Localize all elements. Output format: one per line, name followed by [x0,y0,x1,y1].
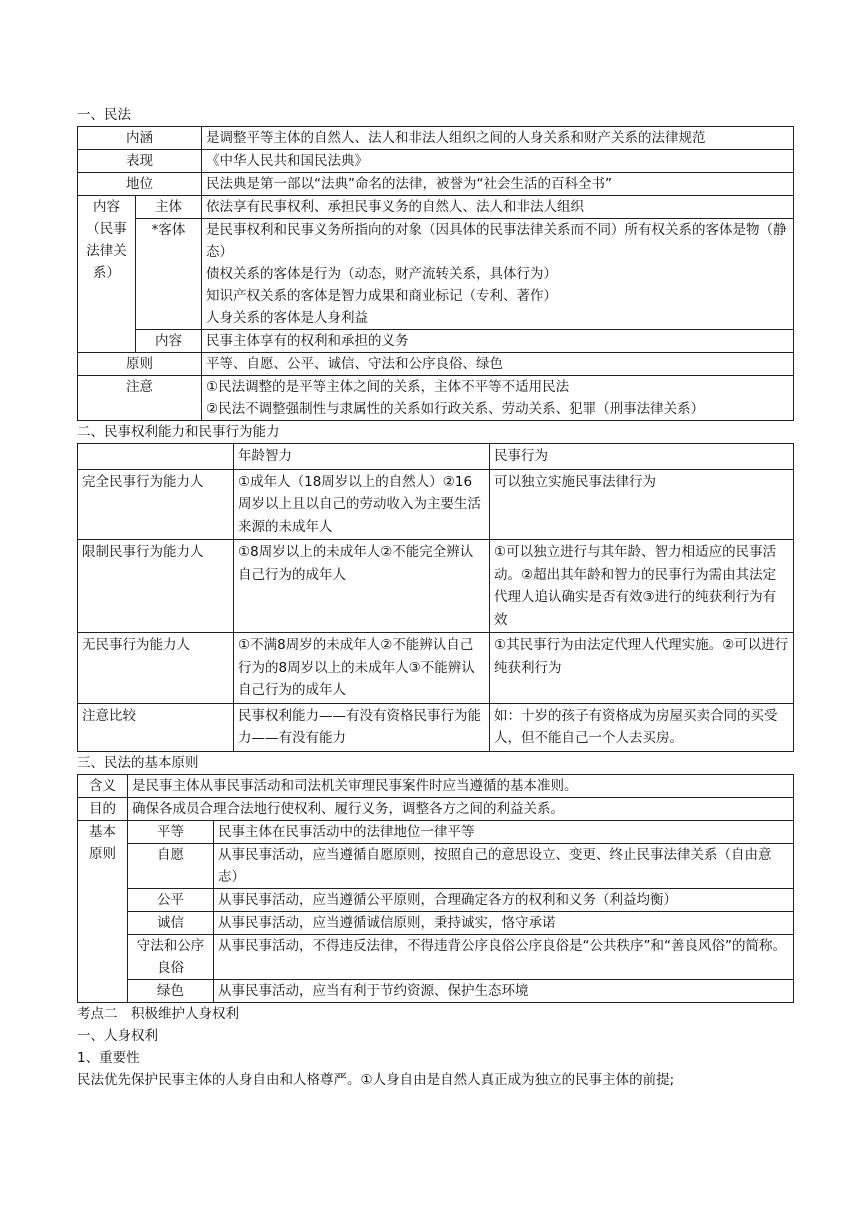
table-row [78,150,794,173]
table-row [78,196,794,219]
principle-name: 守法和公序良俗 [128,934,214,979]
capacity-age: ①成年人（18周岁以上的自然人）②16 周岁以上且以自己的劳动收入为主要生活来源的未成年人 [234,469,490,540]
row-text-biaoxian: 《中华人民共和国民法典》 [202,150,794,173]
principle-name: 绿色 [128,979,214,1002]
body-paragraph: 民法优先保护民事主体的人身自由和人格尊严。①人身自由是自然人真正成为独立的民事主体的前提; [77,1071,675,1088]
capacity-table [77,443,794,752]
table-row [78,703,794,751]
table-row [78,797,794,820]
document-page [77,104,793,1091]
row-label-yuanze: 原则 [78,353,202,376]
principle-text: 民事主体在民事活动中的法律地位一律平等 [214,820,794,843]
table-row [78,979,794,1002]
capacity-label: 注意比较 [78,703,234,751]
table-row [78,353,794,376]
table-row [78,376,794,421]
sub-label-keti: *客体 [136,219,202,330]
row-label-zhuyi: 注意 [78,376,202,421]
principle-text: 从事民事活动，不得违反法律，不得违背公序良俗公序良俗是“公共秩序”和“善良风俗”的简称。 [214,934,794,979]
row-text-neihan: 是调整平等主体的自然人、法人和非法人组织之间的人身关系和财产关系的法律规范 [202,127,794,150]
keti-line: 知识产权关系的客体是智力成果和商业标记（专利、著作） [206,288,557,304]
row-label-jiben: 基本原则 [78,820,128,1002]
row-label-neirong: 内容（民事法律关系） [78,196,136,353]
row-text-hanyi: 是民事主体从事民事活动和司法机关审理民事案件时应当遵循的基本准则。 [128,774,794,797]
civil-law-table [77,126,794,421]
header-col1 [78,444,234,470]
principle-text: 从事民事活动，应当遵循诚信原则，秉持诚实，恪守承诺 [214,911,794,934]
header-col3: 民事行为 [490,444,794,470]
section-1-title: 一、民法 [77,107,131,123]
sub-text-keti [202,219,794,330]
row-text-diwei: 民法典是第一部以“法典”命名的法律，被誉为“社会生活的百科全书” [202,173,794,196]
principle-text: 从事民事活动，应当遵循自愿原则，按照自己的意思设立、变更、终止民事法律关系（自由意志） [214,843,794,888]
sub-label-zhuti: 主体 [136,196,202,219]
section-2-title: 二、民事权利能力和民事行为能力 [77,424,280,440]
table-row [78,469,794,540]
row-text-zhuyi [202,376,794,421]
table-row [78,888,794,911]
zhuyi-line: ②民法不调整强制性与隶属性的关系如行政关系、劳动关系、犯罪（刑事法律关系） [206,401,705,417]
subsection-title: 一、人身权利 [77,1027,158,1044]
table-row [78,934,794,979]
kaodian-title: 考点二 积极维护人身权利 [77,1005,239,1022]
table-header-row [78,444,794,470]
table-row [78,820,794,843]
keti-line: 是民事权利和民事义务所指向的对象（因具体的民事法律关系而不同）所有权关系的客体是物（静态） [206,222,787,260]
table-row [78,774,794,797]
capacity-age: 民事权利能力——有没有资格民事行为能力——有没有能力 [234,703,490,751]
table-row [78,330,794,353]
row-label-neihan: 内涵 [78,127,202,150]
row-label-mudi: 目的 [78,797,128,820]
row-text-mudi: 确保各成员合理合法地行使权利、履行义务，调整各方之间的利益关系。 [128,797,794,820]
row-text-yuanze: 平等、自愿、公平、诚信、守法和公序良俗、绿色 [202,353,794,376]
table-row [78,843,794,888]
capacity-act: ①其民事行为由法定代理人代理实施。②可以进行纯获利行为 [490,633,794,704]
zhuyi-line: ①民法调整的是平等主体之间的关系，主体不平等不适用民法 [206,379,570,395]
principles-table [77,774,794,1003]
capacity-label: 无民事行为能力人 [78,633,234,704]
principle-name: 公平 [128,888,214,911]
table-row [78,540,794,633]
table-row [78,127,794,150]
section-3-title: 三、民法的基本原则 [77,754,199,771]
subsection-heading: 1、重要性 [77,1049,140,1066]
capacity-label: 完全民事行为能力人 [78,469,234,540]
table-row [78,911,794,934]
keti-line: 债权关系的客体是行为（动态，财产流转关系，具体行为） [206,266,557,282]
row-label-biaoxian: 表现 [78,150,202,173]
capacity-act: ①可以独立进行与其年龄、智力相适应的民事活动。②超出其年龄和智力的民事行为需由其法定代理人追认确实是否有效③进行的纯获利行为有效 [490,540,794,633]
table-row [78,173,794,196]
sub-text-zhuti: 依法享有民事权利、承担民事义务的自然人、法人和非法人组织 [202,196,794,219]
capacity-age: ①不满8周岁的未成年人②不能辨认自己行为的8周岁以上的未成年人③不能辨认自己行为的成年人 [234,633,490,704]
keti-line: 人身关系的客体是人身利益 [206,310,368,326]
row-label-diwei: 地位 [78,173,202,196]
capacity-act: 可以独立实施民事法律行为 [490,469,794,540]
table-row [78,633,794,704]
principle-text: 从事民事活动，应当遵循公平原则，合理确定各方的权利和义务（利益均衡） [214,888,794,911]
row-label-hanyi: 含义 [78,774,128,797]
principle-text: 从事民事活动，应当有利于节约资源、保护生态环境 [214,979,794,1002]
capacity-age: ①8周岁以上的未成年人②不能完全辨认自己行为的成年人 [234,540,490,633]
table-row [78,219,794,330]
principle-name: 自愿 [128,843,214,888]
capacity-label: 限制民事行为能力人 [78,540,234,633]
header-col2: 年龄智力 [234,444,490,470]
sub-text-neirong: 民事主体享有的权利和承担的义务 [202,330,794,353]
principle-name: 诚信 [128,911,214,934]
sub-label-neirong: 内容 [136,330,202,353]
capacity-act: 如：十岁的孩子有资格成为房屋买卖合同的买受人，但不能自己一个人去买房。 [490,703,794,751]
principle-name: 平等 [128,820,214,843]
